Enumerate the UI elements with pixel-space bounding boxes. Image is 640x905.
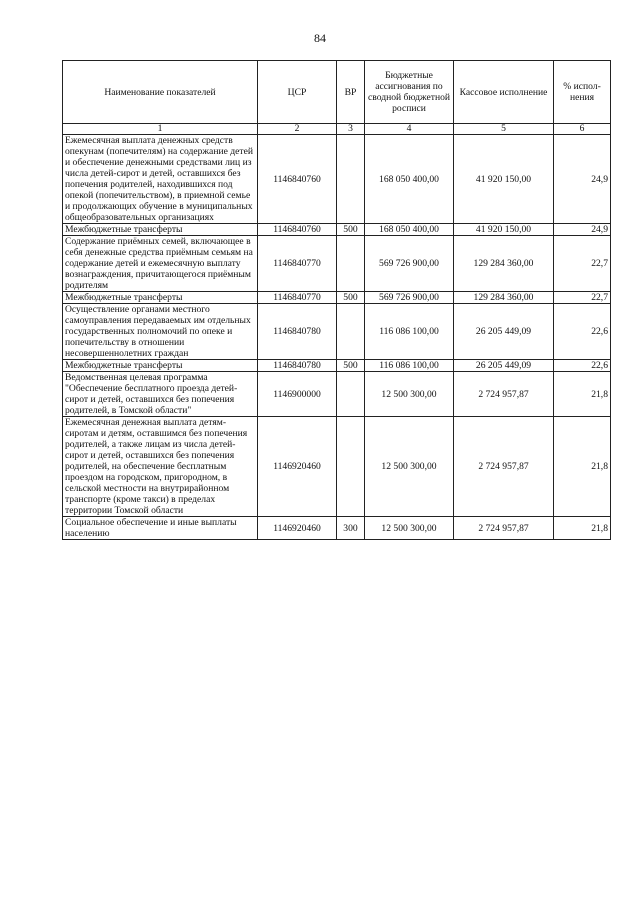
column-number: 1 bbox=[63, 124, 258, 135]
row-cash: 129 284 360,00 bbox=[454, 292, 554, 304]
table-header-row bbox=[63, 61, 611, 124]
row-csr: 1146900000 bbox=[258, 372, 337, 417]
row-cash: 2 724 957,87 bbox=[454, 417, 554, 517]
column-number-row bbox=[63, 124, 611, 135]
table-row bbox=[63, 292, 611, 304]
row-name: Межбюджетные трансферты bbox=[63, 292, 258, 304]
row-name: Межбюджетные трансферты bbox=[63, 360, 258, 372]
row-cash: 2 724 957,87 bbox=[454, 372, 554, 417]
table-row bbox=[63, 236, 611, 292]
header-csr: ЦСР bbox=[258, 61, 337, 124]
row-name: Осуществление органами местного самоуправления передаваемых им отдельных государственных полномочий по опеке и попечительству в отношении несовершеннолетних граждан bbox=[63, 304, 258, 360]
row-csr: 1146840760 bbox=[258, 224, 337, 236]
row-csr: 1146840770 bbox=[258, 292, 337, 304]
row-allocations: 569 726 900,00 bbox=[365, 236, 454, 292]
row-percent: 22,7 bbox=[554, 292, 611, 304]
row-vr: 500 bbox=[337, 360, 365, 372]
row-percent: 24,9 bbox=[554, 224, 611, 236]
row-name: Ведомственная целевая программа "Обеспечение бесплатного проезда детей-сирот и детей, оставшихся без попечения родителей, в Томской области" bbox=[63, 372, 258, 417]
table-row bbox=[63, 417, 611, 517]
column-number: 3 bbox=[337, 124, 365, 135]
row-percent: 24,9 bbox=[554, 135, 611, 224]
row-cash: 26 205 449,09 bbox=[454, 304, 554, 360]
row-vr: 300 bbox=[337, 517, 365, 540]
header-name: Наименование показателей bbox=[63, 61, 258, 124]
row-cash: 41 920 150,00 bbox=[454, 135, 554, 224]
row-vr bbox=[337, 417, 365, 517]
row-csr: 1146920460 bbox=[258, 417, 337, 517]
row-allocations: 12 500 300,00 bbox=[365, 372, 454, 417]
table-row bbox=[63, 135, 611, 224]
row-allocations: 116 086 100,00 bbox=[365, 304, 454, 360]
table-row bbox=[63, 517, 611, 540]
row-allocations: 168 050 400,00 bbox=[365, 135, 454, 224]
column-number: 5 bbox=[454, 124, 554, 135]
row-name: Межбюджетные трансферты bbox=[63, 224, 258, 236]
row-csr: 1146840780 bbox=[258, 360, 337, 372]
row-vr bbox=[337, 135, 365, 224]
row-allocations: 12 500 300,00 bbox=[365, 417, 454, 517]
column-number: 4 bbox=[365, 124, 454, 135]
row-cash: 2 724 957,87 bbox=[454, 517, 554, 540]
row-cash: 129 284 360,00 bbox=[454, 236, 554, 292]
row-allocations: 12 500 300,00 bbox=[365, 517, 454, 540]
row-percent: 21,8 bbox=[554, 372, 611, 417]
row-vr bbox=[337, 304, 365, 360]
row-allocations: 116 086 100,00 bbox=[365, 360, 454, 372]
table-row bbox=[63, 372, 611, 417]
row-percent: 21,8 bbox=[554, 517, 611, 540]
budget-execution-table bbox=[62, 60, 611, 540]
row-percent: 21,8 bbox=[554, 417, 611, 517]
row-allocations: 168 050 400,00 bbox=[365, 224, 454, 236]
column-number: 2 bbox=[258, 124, 337, 135]
row-csr: 1146920460 bbox=[258, 517, 337, 540]
row-vr bbox=[337, 372, 365, 417]
row-cash: 26 205 449,09 bbox=[454, 360, 554, 372]
row-cash: 41 920 150,00 bbox=[454, 224, 554, 236]
header-percent: % испол-нения bbox=[554, 61, 611, 124]
row-name: Содержание приёмных семей, включающее в себя денежные средства приёмным семьям на содержание детей и ежемесячную выплату вознаграждения, причитающегося приёмным родителям bbox=[63, 236, 258, 292]
row-percent: 22,7 bbox=[554, 236, 611, 292]
table-row bbox=[63, 360, 611, 372]
table-row bbox=[63, 304, 611, 360]
row-name: Ежемесячная выплата денежных средств опекунам (попечителям) на содержание детей и обеспечение денежными средствами лиц из числа детей-сирот и детей, оставшихся без попечения родителей, находившихся под опекой (попечительством), в приемной семье и продолжающих обучение в муниципальных общеобразовательных организациях bbox=[63, 135, 258, 224]
row-allocations: 569 726 900,00 bbox=[365, 292, 454, 304]
row-csr: 1146840780 bbox=[258, 304, 337, 360]
row-csr: 1146840760 bbox=[258, 135, 337, 224]
row-name: Социальное обеспечение и иные выплаты населению bbox=[63, 517, 258, 540]
page-number: 84 bbox=[314, 31, 326, 45]
column-number: 6 bbox=[554, 124, 611, 135]
row-name: Ежемесячная денежная выплата детям-сиротам и детям, оставшимся без попечения родителей, а также лицам из числа детей-сирот и детей, оставшихся без попечения родителей, на обеспечение бесплатным проездом на городском, пригородном, в сельской местности на внутрирайонном транспорте (кроме такси) в пределах территории Томской области bbox=[63, 417, 258, 517]
row-vr: 500 bbox=[337, 292, 365, 304]
row-percent: 22,6 bbox=[554, 360, 611, 372]
header-allocations: Бюджетные ассигнования по сводной бюджетной росписи bbox=[365, 61, 454, 124]
row-vr: 500 bbox=[337, 224, 365, 236]
header-vr: ВР bbox=[337, 61, 365, 124]
row-csr: 1146840770 bbox=[258, 236, 337, 292]
row-vr bbox=[337, 236, 365, 292]
table-row bbox=[63, 224, 611, 236]
row-percent: 22,6 bbox=[554, 304, 611, 360]
header-cash: Кассовое исполнение bbox=[454, 61, 554, 124]
